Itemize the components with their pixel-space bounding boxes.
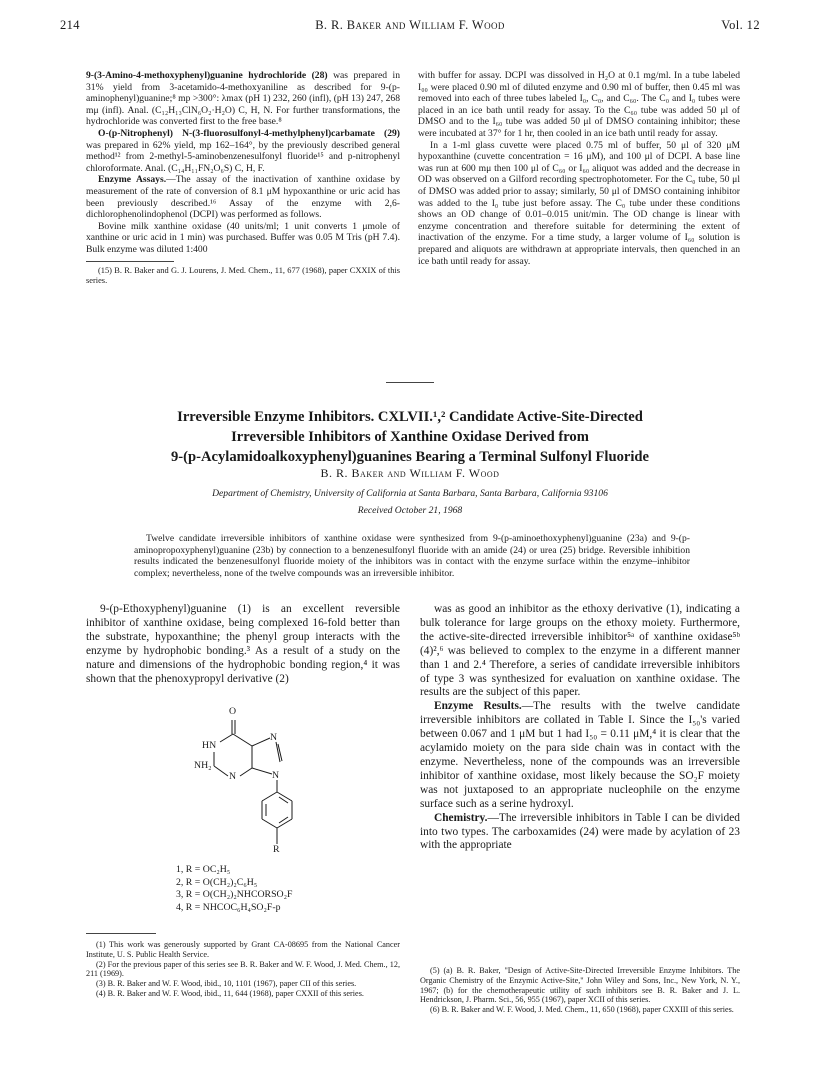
atom-label: HN xyxy=(202,740,217,751)
atom-label: N xyxy=(272,770,280,781)
paragraph: Enzyme Results.—The results with the twelve candidate irreversible inhibitors are collated in Table I. Since the I₅₀'s varied between 0.067 and 1 μM but 1 had I₅₀ = 0.11 μM,⁴ it is clear that the acylamido moiety on the para side chain was in contact with the enzyme. Nevertheless, none of the compounds was an irreversible inhibitor of xanthine oxidase, most likely because the SO₂F moiety was not juxtaposed to an appropriate nucleophile on the enzyme surface such as a serine hydroxyl. xyxy=(420,700,740,810)
paragraph: with buffer for assay. DCPI was dissolved in H₂O at 0.1 mg/ml. In a tube labeled I₀₀ were placed 0.90 ml of diluted enzyme and 0.90 ml of buffer, then 0.45 ml was removed into each of three tubes labeled I₀, C₀, and C₆₀. The C₀ and I₀ tubes were placed in an ice bath until ready for assay. To the C₆₀ tube was added 50 μl of DMSO and to the I₆₀ tube was added 50 μl of DMSO containing inhibitor; these were incubated at 37° for 1 hr, then cooled in an ice bath until ready for assay. xyxy=(418,70,740,139)
paragraph: In a 1-ml glass cuvette were placed 0.75 ml of buffer, 50 μl of 320 μM hypoxanthine (cuvette concentration = 16 μM), and 100 μl of DCPI. A base line was run at 600 mμ then 100 μl of C₆₀ or I₆₀ aliquot was added and the decrease in OD was observed on a Gilford recording spectrophotometer. For the C₀ tube, 50 μl of DMSO was added prior to assay; similarly, 50 μl of DMSO containing inhibitor was added to the I₀ tube just before assay. The C₀ tube under these conditions shows an OD change of 0.01–0.015 unit/min. The OD change is linear with enzyme concentration and therefore suitable for determining the extent of inactivation of the enzyme. For a time study, a larger volume of I₆₀ solution is prepared and aliquots are withdrawn at appropriate intervals, then quenched in an ice bath until ready for assay. xyxy=(418,139,740,267)
substituent-definition: 3, R = O(CH₂)₂NHCORSO₂F xyxy=(176,889,293,901)
atom-label: N xyxy=(229,771,237,782)
compound-heading: O-(p-Nitrophenyl) N-(3-fluorosulfonyl-4-methylphenyl)carbamate (29) xyxy=(98,127,400,139)
volume-label: Vol. 12 xyxy=(721,18,760,32)
atom-label: R xyxy=(273,844,280,855)
running-header xyxy=(60,18,760,38)
affiliation: Department of Chemistry, University of California at Santa Barbara, Santa Barbara, California 93106 xyxy=(212,488,608,499)
body-column-right xyxy=(420,603,740,853)
footnotes-right xyxy=(420,966,740,1015)
footnote: (5) (a) B. R. Baker, "Design of Active-Site-Directed Irreversible Enzyme Inhibitors. The Organic Chemistry of the Enzymic Active-Site," John Wiley and Sons, Inc., New York, N. Y., 1967; (b) for the chemotherapeutic utility of such inhibitors see B. R. Baker and J. L. Hendrickson, J. Pharm. Sci., 56, 955 (1967), paper XCII of this series. xyxy=(420,966,740,1005)
footnote: (1) This work was generously supported by Grant CA-08695 from the National Cancer Institute, U. S. Public Health Service. xyxy=(86,940,400,959)
footnote: (2) For the previous paper of this series see B. R. Baker and W. F. Wood, J. Med. Chem., 12, 211 (1969). xyxy=(86,959,400,979)
abstract: Twelve candidate irreversible inhibitors of xanthine oxidase were synthesized from 9-(p-aminoethoxyphenyl)guanine (23a) and 9-(p-aminopropoxyphenyl)guanine (23b) by connection to a benzenesulfonyl fluoride with an amide (24) or urea (25) bridge. Reversible inhibition results indicated the benzenesulfonyl fluoride moiety of the inhibitors was in contact with the enzyme surface within the enzyme–inhibitor complex; nevertheless, none of the twelve compounds was an irreversible inhibitor. xyxy=(134,533,690,579)
footnotes-left xyxy=(86,940,400,999)
paragraph: Enzyme Assays.—The assay of the inactivation of xanthine oxidase by measurement of the rate of conversion of 8.1 μM hypoxanthine or uric acid has been previously described.¹⁶ Assay of the enzyme with 2,6-dichlorophenolindophenol (DCPI) was performed as follows. xyxy=(86,174,400,221)
article-divider xyxy=(386,382,434,383)
experimental-column-right xyxy=(418,70,740,267)
article-authors: B. R. Baker and William F. Wood xyxy=(320,466,500,480)
compound-heading: 9-(3-Amino-4-methoxyphenyl)guanine hydrochloride (28) xyxy=(86,70,328,81)
footnote: (4) B. R. Baker and W. F. Wood, ibid., 11, 644 (1968), paper CXXII of this series. xyxy=(96,988,364,998)
paragraph: 9-(3-Amino-4-methoxyphenyl)guanine hydrochloride (28) was prepared in 31% yield from 3-acetamido-4-methoxyaniline as described for 9-(p-aminophenyl)guanine;⁸ mp >300°: λmax (pH 1) 232, 260 (infl), (pH 13) 247, 268 mμ (infl). Anal. (C₁₂H₁₃ClN₆O₂·H₂O) C, H, N. For further transformations, the hydrochloride was converted first to the free base.⁸ xyxy=(86,70,400,128)
experimental-column-left xyxy=(86,70,400,286)
footnote: (15) B. R. Baker and G. J. Lourens, J. Med. Chem., 11, 677 (1968), paper CXXIX of this series. xyxy=(86,265,400,285)
substituent-definition: 2, R = O(CH₂)₂C₆H₅ xyxy=(176,876,258,888)
footnote: (6) B. R. Baker and W. F. Wood, J. Med. Chem., 11, 650 (1968), paper CXXIII of this series. xyxy=(430,1005,734,1015)
atom-label: NH₂ xyxy=(194,760,212,771)
guanine-structure-drawing xyxy=(176,706,346,866)
section-heading: Enzyme Results. xyxy=(434,700,522,713)
footnote-divider xyxy=(86,933,156,934)
body-column-left xyxy=(86,603,400,686)
atom-label: N xyxy=(270,732,278,743)
article-title: Irreversible Enzyme Inhibitors. CXLVII.¹,² Candidate Active-Site-Directed Irreversible Inhibitors of Xanthine Oxidase Derived from 9-(p-Acylamidoalkoxyphenyl)guanines Bearing a Terminal Sulfonyl Fluoride xyxy=(170,409,649,465)
received-date: Received October 21, 1968 xyxy=(357,505,463,516)
page-number: 214 xyxy=(60,18,80,32)
substituent-definition: 1, R = OC₂H₅ xyxy=(176,864,231,875)
substituent-definitions xyxy=(176,864,292,914)
running-title: B. R. Baker and William F. Wood xyxy=(315,18,505,32)
section-heading: Enzyme Assays. xyxy=(98,174,167,186)
chemical-structure xyxy=(176,706,346,866)
paragraph: O-(p-Nitrophenyl) N-(3-fluorosulfonyl-4-methylphenyl)carbamate (29) was prepared in 62% yield, mp 162–164°, by the previously described general method¹² from 2-methyl-5-aminobenzenesulfonyl fluoride¹⁵ and p-nitrophenyl chloroformate. Anal. (C₁₄H₁₁FN₂O₆S) C, H, F. xyxy=(86,127,400,174)
paragraph: 9-(p-Ethoxyphenyl)guanine (1) is an excellent reversible inhibitor of xanthine oxidase, being complexed 16-fold better than the substrate, hypoxanthine; the phenyl group interacts with the enzyme by hydrophobic bonding.³ As a result of a study on the nature and dimensions of the hydrophobic bonding region,⁴ it was shown that the phenoxypropyl derivative (2) xyxy=(86,603,400,685)
footnote-divider xyxy=(86,261,174,262)
paragraph: Chemistry.—The irreversible inhibitors in Table I can be divided into two types. The carboxamides (24) were made by acylation of 23 with the appropriate xyxy=(420,811,740,852)
footnote: (3) B. R. Baker and W. F. Wood, ibid., 10, 1101 (1967), paper CII of this series. xyxy=(96,979,357,989)
substituent-definition: 4, R = NHCOC₆H₄SO₂F-p xyxy=(176,901,281,913)
atom-label: O xyxy=(229,706,237,717)
paragraph: was as good an inhibitor as the ethoxy derivative (1), indicating a bulk tolerance for large groups on the ethoxy moiety. Furthermore, the active-site-directed irreversible inhibitor⁵ᵃ of xanthine oxidase⁵ᵇ (4)²,⁶ was believed to complex to the enzyme in a different manner than 1 and 2.⁴ Therefore, a series of candidate irreversible inhibitors of type 3 was synthesized for evaluation on xanthine oxidase. The results are the subject of this paper. xyxy=(420,603,740,699)
paragraph: Bovine milk xanthine oxidase (40 units/ml; 1 unit converts 1 μmole of xanthine or uric acid in 1 min) was purchased. Buffer was 0.05 M Tris (pH 7.4). Bulk enzyme was diluted 1:400 xyxy=(86,220,400,255)
section-heading: Chemistry. xyxy=(434,811,488,824)
